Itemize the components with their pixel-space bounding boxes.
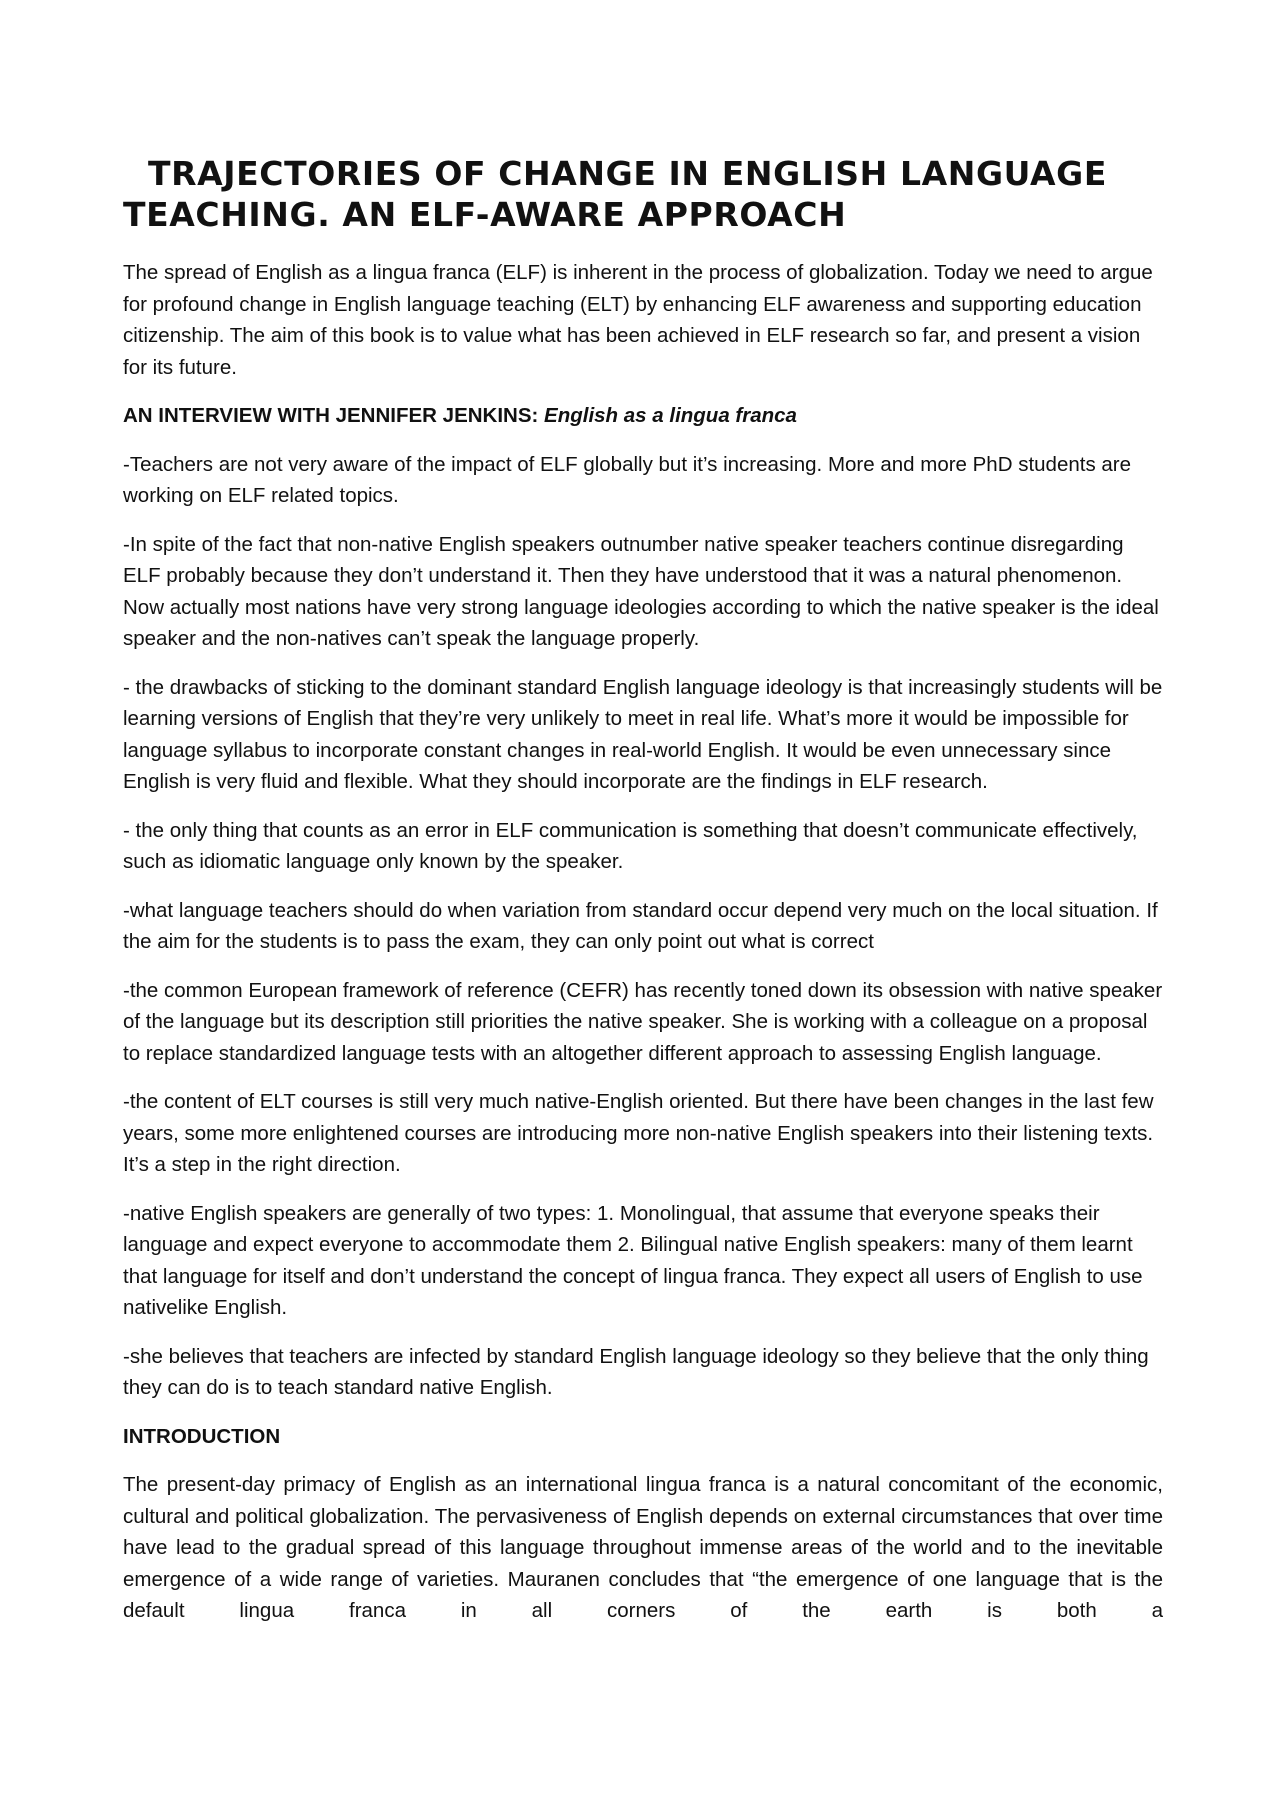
interview-point: -she believes that teachers are infected by standard English language ideology so they believe that the only thing they can do is to teach standard native English. [123,1344,1149,1399]
interview-heading [123,400,1163,432]
introduction-heading: INTRODUCTION [123,1424,281,1448]
interview-heading-prefix: AN INTERVIEW WITH JENNIFER JENKINS: [123,404,545,427]
interview-point: -the content of ELT courses is still very much native-English oriented. But there have been changes in the last few years, some more enlightened courses are introducing more non-native English speakers into their listening texts. It’s a step in the right direction. [123,1090,1154,1176]
document-content [123,153,1163,1644]
interview-point: -what language teachers should do when variation from standard occur depend very much on the local situation. If the aim for the students is to pass the exam, they can only point out what is correct [123,898,1158,953]
interview-point: - the drawbacks of sticking to the dominant standard English language ideology is that increasingly students will be learning versions of English that they’re very unlikely to meet in real life. What’s more it would be impossible for language syllabus to incorporate constant changes in real-world English. It would be even unnecessary since English is very fluid and flexible. What they should incorporate are the findings in ELF research. [123,675,1163,793]
interview-point: -native English speakers are generally of two types: 1. Monolingual, that assume that everyone speaks their language and expect everyone to accommodate them 2. Bilingual native English speakers: many of them learnt that language for itself and don’t understand the concept of lingua franca. They expect all users of English to use nativelike English. [123,1201,1143,1319]
interview-heading-subject: English as a lingua franca [544,404,797,427]
interview-point: - the only thing that counts as an error in ELF communication is something that doesn’t communicate effectively, such as idiomatic language only known by the speaker. [123,818,1138,873]
introduction-paragraph: The present-day primacy of English as an international lingua franca is a natural concomitant of the economic, cultural and political globalization. The pervasiveness of English depends on external circumstances that over time have lead to the gradual spread of this language throughout immense areas of the world and to the inevitable emergence of a wide range of varieties. Mauranen concludes that “the emergence of one language that is the default lingua franca in all corners of the earth is both a [123,1473,1163,1622]
interview-point: -the common European framework of reference (CEFR) has recently toned down its obsession with native speaker of the language but its description still priorities the native speaker. She is working with a colleague on a proposal to replace standardized language tests with an altogether different approach to assessing English language. [123,978,1163,1065]
abstract-paragraph: The spread of English as a lingua franca (ELF) is inherent in the process of globalization. Today we need to argue for profound change in English language teaching (ELT) by enhancing ELF awareness and supporting education citizenship. The aim of this book is to value what has been achieved in ELF research so far, and present a vision for its future. [123,261,1153,379]
interview-point: -In spite of the fact that non-native English speakers outnumber native speaker teachers continue disregarding ELF probably because they don’t understand it. Then they have understood that it was a natural phenomenon. Now actually most nations have very strong language ideologies according to which the native speaker is the ideal speaker and the non-natives can’t speak the language properly. [123,532,1159,650]
interview-point: -Teachers are not very aware of the impact of ELF globally but it’s increasing. More and more PhD students are working on ELF related topics. [123,452,1132,507]
document-title: TRAJECTORIES OF CHANGE IN ENGLISH LANGUAGE TEACHING. AN ELF-AWARE APPROACH [123,154,1107,234]
